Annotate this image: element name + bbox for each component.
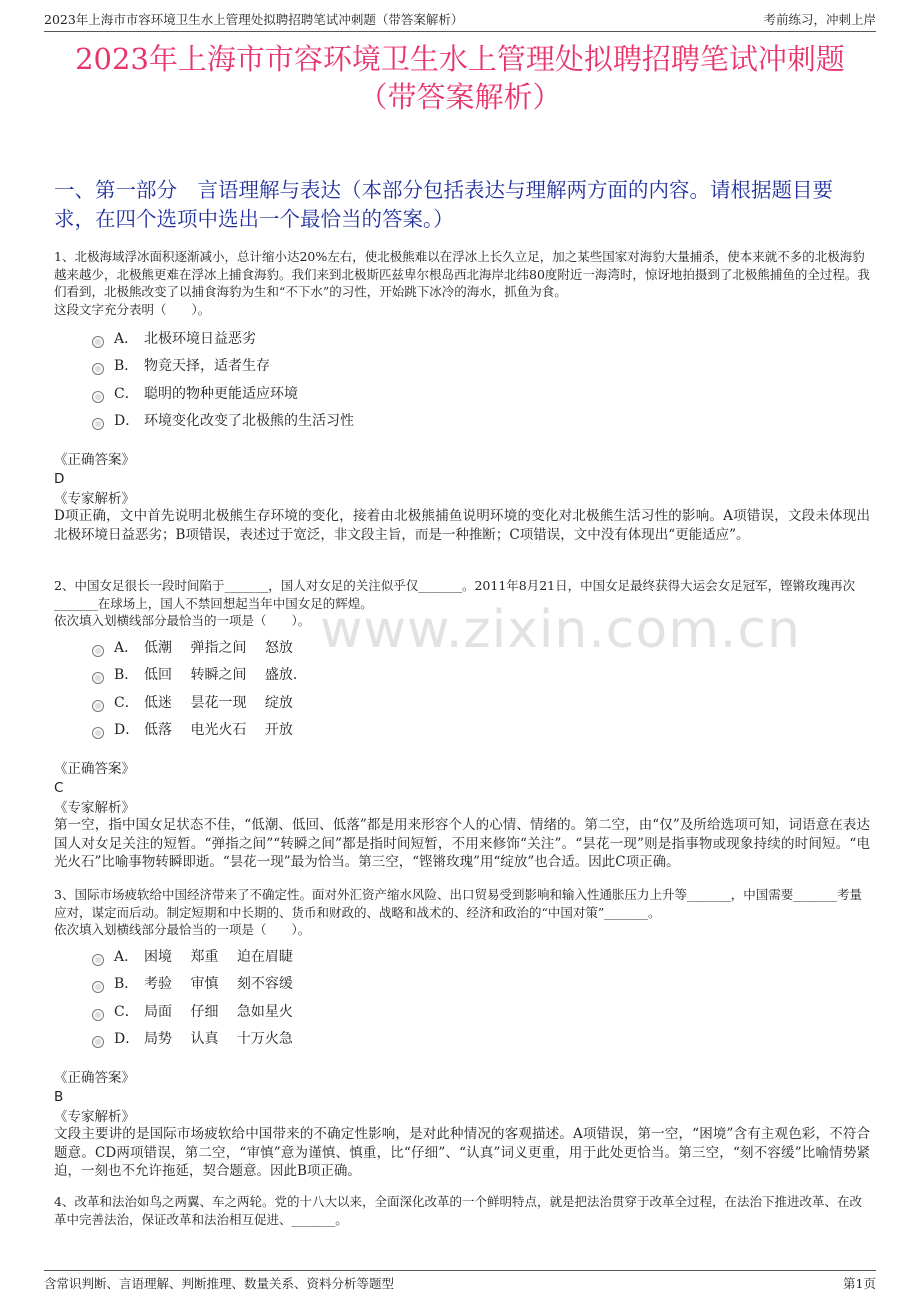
option-letter: C． [114, 1003, 139, 1020]
question-2-options [92, 633, 297, 743]
option-a[interactable] [92, 633, 297, 661]
section-heading: 一、第一部分 言语理解与表达（本部分包括表达与理解两方面的内容。请根据题目要求，在四个选项中选出一个最恰当的答案。） [54, 178, 833, 231]
option-text: 北极环境日益恶劣 [144, 330, 256, 347]
radio-icon[interactable] [92, 363, 104, 375]
option-text: 低回 转瞬之间 盛放. [144, 667, 298, 684]
question-3-analysis: 文段主要讲的是国际市场疲软给中国带来的不确定性影响，是对此种情况的客观描述。A项错误，第一空，“困境”含有主观色彩，不符合题意。CD两项错误，第二空，“审慎”意为谨慎、慎重，比“仔细”、“认真”词义更重，用于此处更恰当。第三空，“刻不容缓”比喻情势紧迫，一刻也不允许拖延，契合题意。因此B项正确。 [54, 1126, 870, 1179]
option-letter: A． [114, 948, 139, 965]
option-text: 困境 郑重 迫在眉睫 [144, 948, 293, 965]
answer-label: 《正确答案》 [54, 761, 135, 777]
footer-topics: 含常识判断、言语理解、判断推理、数量关系、资料分析等题型 [44, 1276, 395, 1291]
question-stem-text: 4、改革和法治如鸟之两翼、车之两轮。党的十八大以来，全面深化改革的一个鲜明特点，就是把法治贯穿于改革全过程，在法治下推进改革、在改革中完善法治，保证改革和法治相互促进、_______。 [54, 1194, 862, 1227]
question-3-stem [54, 886, 872, 939]
option-text: 物竞天择，适者生存 [144, 358, 270, 375]
question-2-analysis: 第一空，指中国女足状态不佳，“低潮、低回、低落”都是用来形容个人的心情、情绪的。第二空，由“仅”及所给选项可知，词语意在表达国人对女足关注的短暂。“弹指之间”“转瞬之间”都是指时间短暂，不用来修饰“关注”。“昙花一现”则是指事物或现象持续的时间短。“电光火石”比喻事物转瞬即逝。“昙花一现”最为恰当。第三空，“铿锵玫瑰”用“绽放”也合适。因此C项正确。 [54, 817, 870, 870]
option-letter: B． [114, 667, 139, 684]
question-prompt: 依次填入划横线部分最恰当的一项是（ ）。 [54, 613, 311, 628]
radio-icon[interactable] [92, 1009, 104, 1021]
option-letter: B． [114, 358, 139, 375]
option-letter: D． [114, 413, 140, 430]
option-b[interactable] [92, 661, 297, 689]
page-title-line2: （带答案解析） [358, 80, 562, 114]
option-letter: D． [114, 722, 140, 739]
answer-value: B [54, 1088, 64, 1105]
radio-icon[interactable] [92, 672, 104, 684]
radio-icon[interactable] [92, 1036, 104, 1048]
option-letter: D． [114, 1031, 140, 1048]
option-a[interactable] [92, 942, 293, 970]
header-slogan: 考前练习，冲刺上岸 [763, 12, 876, 27]
page-title-line1: 2023年上海市市容环境卫生水上管理处拟聘招聘笔试冲刺题 [75, 42, 845, 76]
option-text: 局势 认真 十万火急 [144, 1031, 293, 1048]
question-2-stem [54, 577, 872, 630]
page-number: 第1页 [843, 1276, 876, 1291]
question-stem-text: 1、北极海域浮冰面积逐渐减小，总计缩小达20%左右，使北极熊难以在浮冰上长久立足，加之某些国家对海豹大量捕杀，使本来就不多的北极海豹越来越少，北极熊更难在浮冰上捕食海豹。我们来到北极斯匹兹卑尔根岛西北海岸北纬80度附近一海湾时，惊讶地拍摄到了北极熊捕鱼的全过程。我们看到，北极熊改变了以捕食海豹为生和“不下水”的习性，开始跳下冰冷的海水，抓鱼为食。 [54, 249, 870, 299]
radio-icon[interactable] [92, 954, 104, 966]
answer-value: D [54, 470, 65, 487]
option-letter: A． [114, 639, 139, 656]
option-letter: C． [114, 694, 139, 711]
header-doc-title: 2023年上海市市容环境卫生水上管理处拟聘招聘笔试冲刺题（带答案解析） [44, 12, 464, 27]
question-1-answer [54, 451, 872, 509]
option-b[interactable] [92, 970, 293, 998]
expert-label: 《专家解析》 [54, 1109, 135, 1125]
option-c[interactable] [92, 379, 354, 407]
question-1-stem [54, 248, 872, 318]
option-text: 低迷 昙花一现 绽放 [144, 694, 293, 711]
option-letter: A． [114, 330, 139, 347]
radio-icon[interactable] [92, 645, 104, 657]
question-2-answer [54, 760, 872, 818]
question-stem-text: 3、国际市场疲软给中国经济带来了不确定性。面对外汇资产缩水风险、出口贸易受到影响和输入性通胀压力上升等_______，中国需要_______考量应对，谋定而后动。制定短期和中长期的、货币和财政的、战略和战术的、经济和政治的“中国对策”_______。 [54, 887, 862, 920]
page-footer [44, 1270, 876, 1290]
page-header [44, 10, 876, 32]
question-prompt: 这段文字充分表明（ ）。 [54, 301, 211, 317]
option-d[interactable] [92, 407, 354, 435]
option-d[interactable] [92, 1025, 293, 1053]
option-text: 聪明的物种更能适应环境 [144, 385, 298, 402]
expert-label: 《专家解析》 [54, 800, 135, 816]
option-b[interactable] [92, 352, 354, 380]
radio-icon[interactable] [92, 700, 104, 712]
option-letter: B． [114, 976, 139, 993]
radio-icon[interactable] [92, 981, 104, 993]
watermark: www.zixin.com.cn [320, 600, 801, 660]
option-letter: C． [114, 385, 139, 402]
option-c[interactable] [92, 688, 297, 716]
radio-icon[interactable] [92, 391, 104, 403]
question-1-analysis: D项正确，文中首先说明北极熊生存环境的变化，接着由北极熊捕鱼说明环境的变化对北极熊生活习性的影响。A项错误，文段未体现出北极环境日益恶劣；B项错误，表述过于宽泛，非文段主旨，而是一种推断；C项错误，文中没有体现出“更能适应”。 [54, 508, 870, 543]
question-1-options [92, 324, 354, 434]
page-title [44, 40, 876, 116]
option-d[interactable] [92, 716, 297, 744]
answer-label: 《正确答案》 [54, 1070, 135, 1086]
question-prompt: 依次填入划横线部分最恰当的一项是（ ）。 [54, 922, 311, 937]
option-text: 低落 电光火石 开放 [144, 722, 293, 739]
option-text: 低潮 弹指之间 怒放 [144, 639, 293, 656]
question-4-stem [54, 1193, 872, 1228]
radio-icon[interactable] [92, 336, 104, 348]
question-3-options [92, 942, 293, 1052]
answer-value: C [54, 779, 64, 796]
question-3-answer [54, 1069, 872, 1127]
option-c[interactable] [92, 997, 293, 1025]
option-text: 局面 仔细 急如星火 [144, 1003, 293, 1020]
option-text: 环境变化改变了北极熊的生活习性 [144, 413, 354, 430]
expert-label: 《专家解析》 [54, 491, 135, 507]
radio-icon[interactable] [92, 418, 104, 430]
option-a[interactable] [92, 324, 354, 352]
answer-label: 《正确答案》 [54, 452, 135, 468]
radio-icon[interactable] [92, 727, 104, 739]
question-stem-text: 2、中国女足很长一段时间陷于_______，国人对女足的关注似乎仅_______。2011年8月21日，中国女足最终获得大运会女足冠军，铿锵玫瑰再次_______在球场上，国人不禁回想起当年中国女足的辉煌。 [54, 578, 856, 611]
option-text: 考验 审慎 刻不容缓 [144, 976, 293, 993]
